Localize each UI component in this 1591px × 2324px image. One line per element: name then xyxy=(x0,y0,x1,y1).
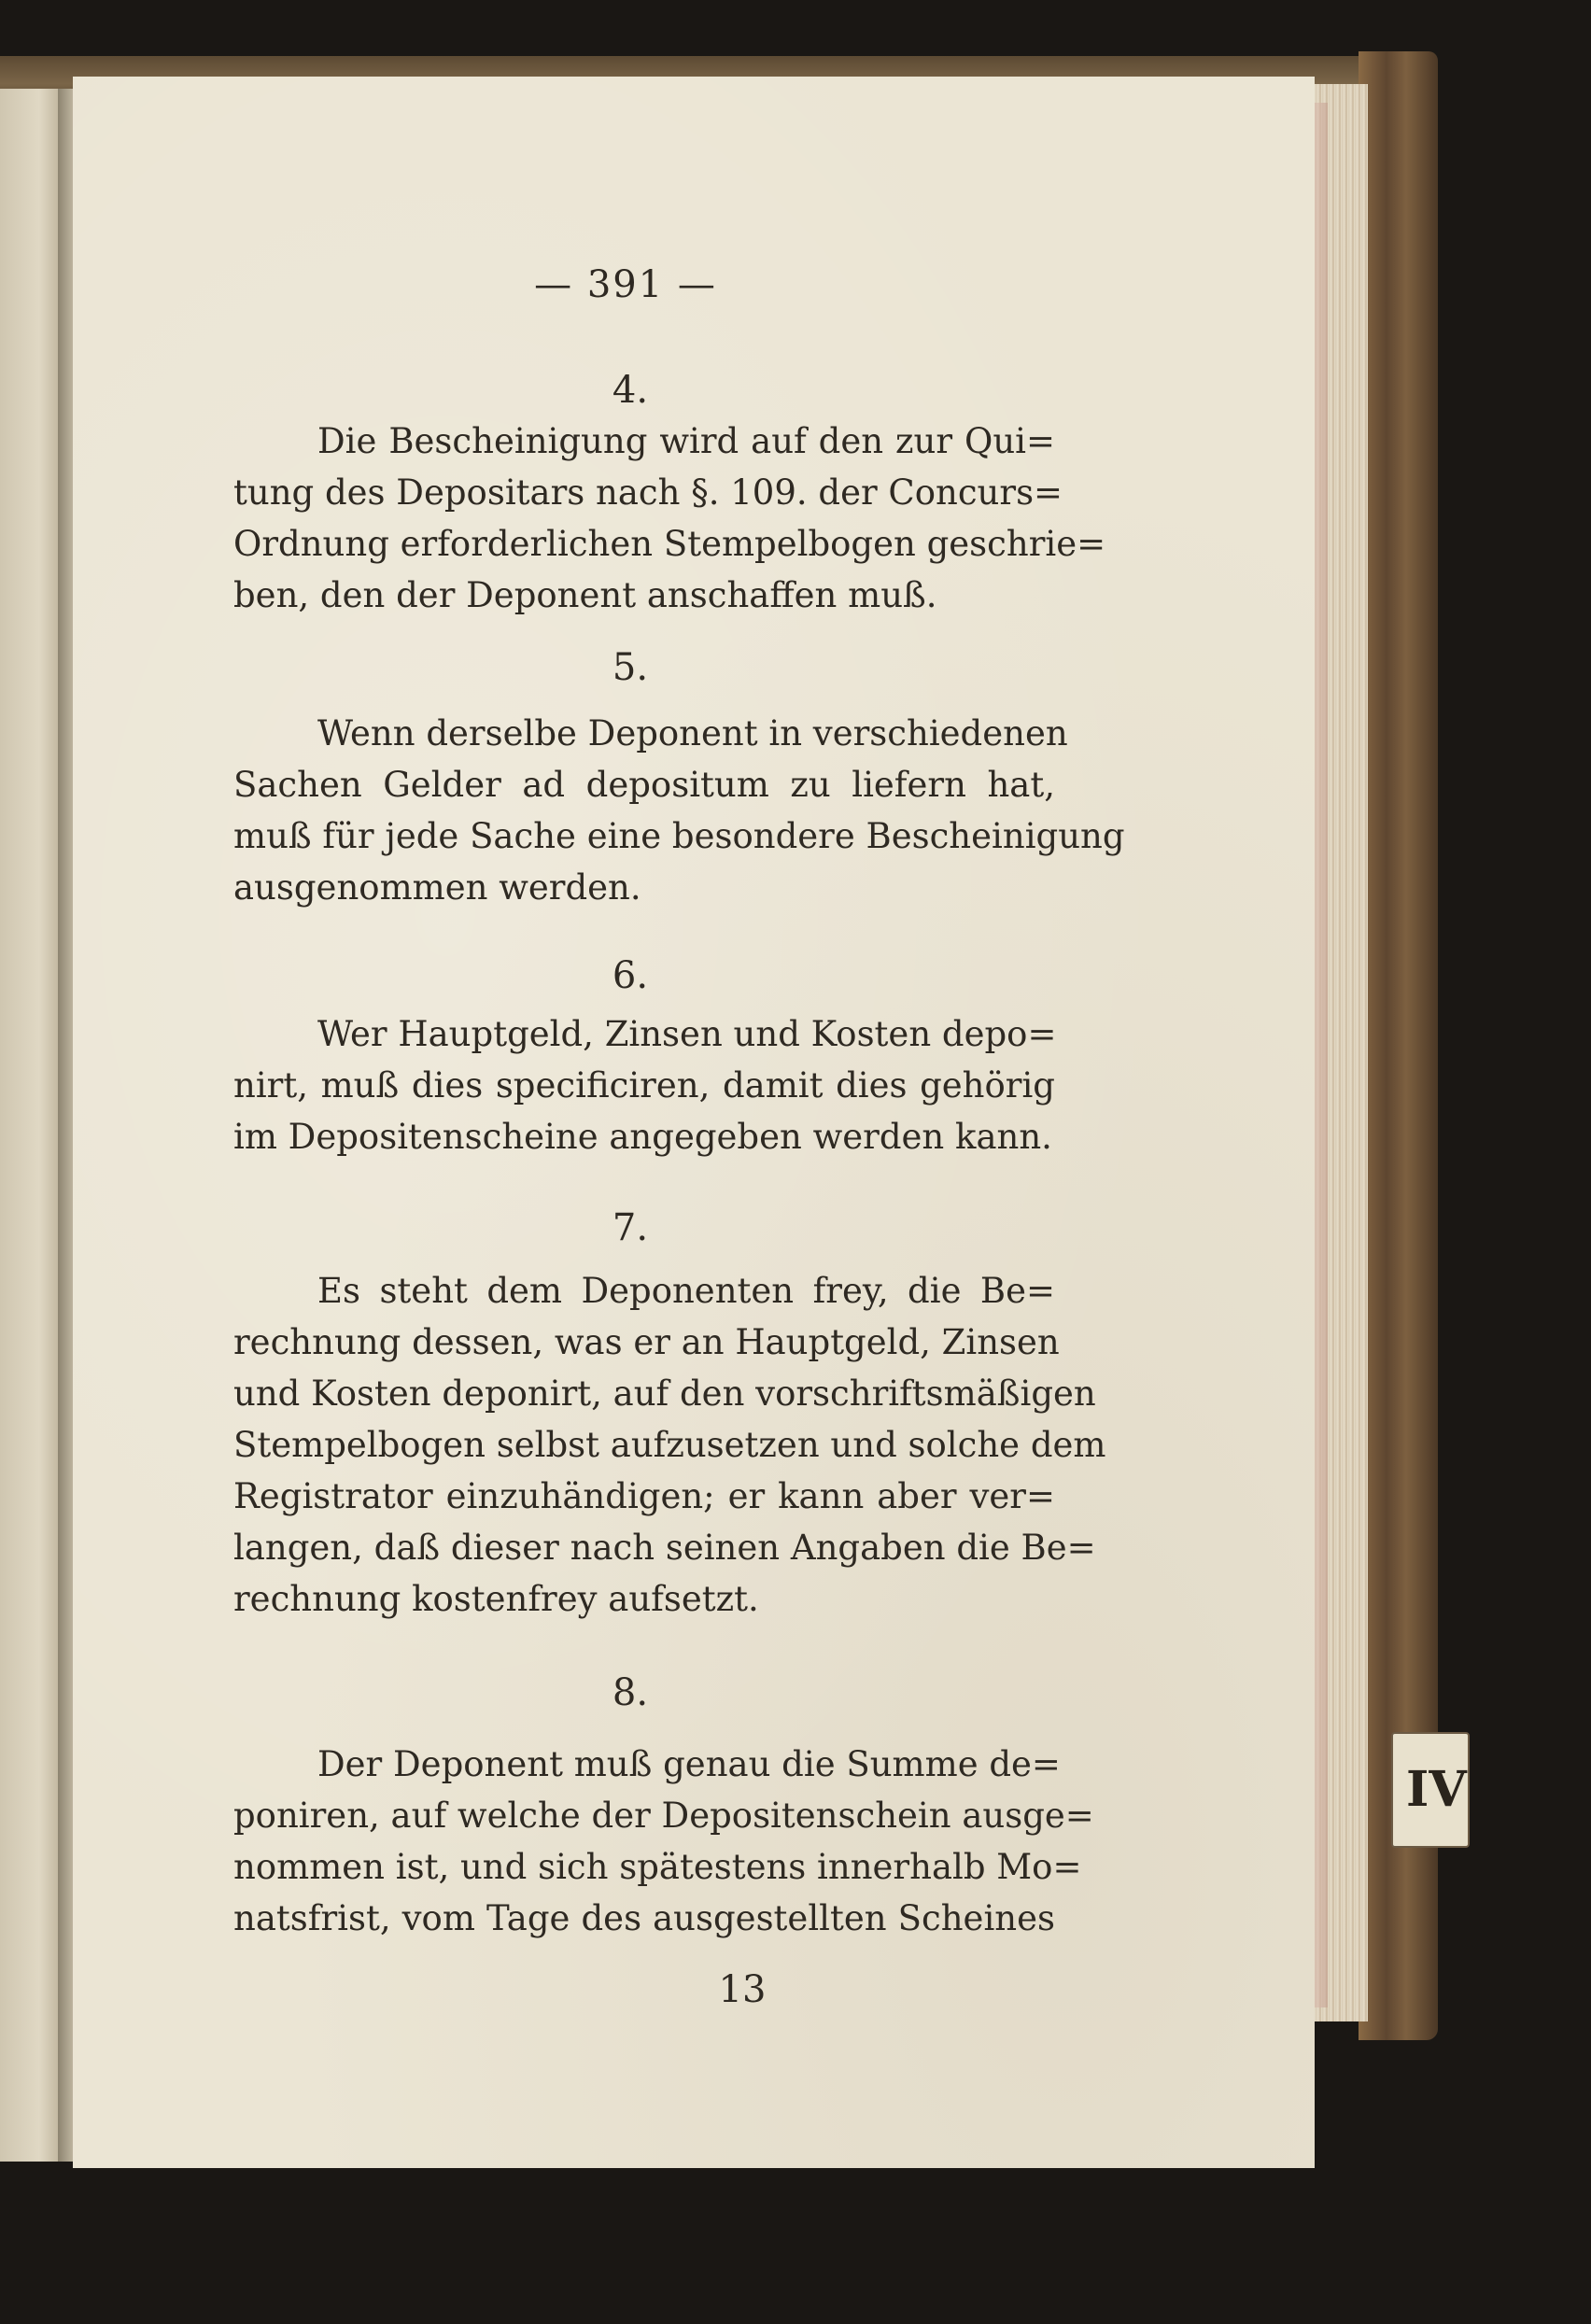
text-line: rechnung kostenfrey aufsetzt. xyxy=(233,1579,759,1619)
facing-page-edge xyxy=(0,89,65,2162)
section-paragraph xyxy=(233,1739,1094,1944)
text-line: Stempelbogen selbst aufzusetzen und solche dem xyxy=(233,1425,1106,1465)
section-paragraph xyxy=(233,1265,1106,1625)
text-line: und Kosten deponirt, auf den vorschriftsmäßigen xyxy=(233,1373,1096,1414)
text-line: ausgenommen werden. xyxy=(233,867,641,908)
page-number: — 391 — xyxy=(534,263,717,306)
text-line: im Depositenscheine angegeben werden kann. xyxy=(233,1117,1052,1157)
section-paragraph xyxy=(233,416,1106,621)
text-line: natsfrist, vom Tage des ausgestellten Scheines xyxy=(233,1898,1055,1938)
text-line: Wenn derselbe Deponent in verschiedenen xyxy=(317,713,1068,754)
text-line: Registrator einzuhändigen; er kann aber ver= xyxy=(233,1476,1055,1516)
text-line: ben, den der Deponent anschaffen muß. xyxy=(233,575,937,615)
text-line: Wer Hauptgeld, Zinsen und Kosten depo= xyxy=(317,1014,1057,1054)
text-line: Sachen Gelder ad depositum zu liefern hat, xyxy=(233,765,1055,805)
text-line: langen, daß dieser nach seinen Angaben die Be= xyxy=(233,1528,1096,1568)
signature-mark: 13 xyxy=(718,1968,767,2011)
text-line: Die Bescheinigung wird auf den zur Qui= xyxy=(317,421,1055,461)
text-line: poniren, auf welche der Depositenschein ausge= xyxy=(233,1796,1094,1836)
text-line: Der Deponent muß genau die Summe de= xyxy=(317,1744,1061,1784)
index-tab: IV xyxy=(1391,1732,1470,1848)
text-line: Es steht dem Deponenten frey, die Be= xyxy=(317,1271,1055,1311)
section-number: 6. xyxy=(612,954,649,997)
section-number: 8. xyxy=(612,1671,649,1714)
section-paragraph xyxy=(233,1008,1055,1162)
section-number: 5. xyxy=(612,646,649,689)
text-line: nommen ist, und sich spätestens innerhalb Mo= xyxy=(233,1847,1082,1887)
text-line: nirt, muß dies specificiren, damit dies gehörig xyxy=(233,1065,1055,1106)
section-paragraph xyxy=(233,708,1125,913)
text-line: tung des Depositars nach §. 109. der Concurs= xyxy=(233,472,1063,513)
text-line: rechnung dessen, was er an Hauptgeld, Zinsen xyxy=(233,1322,1060,1362)
section-number: 4. xyxy=(612,369,649,412)
section-number: 7. xyxy=(612,1206,649,1249)
text-line: Ordnung erforderlichen Stempelbogen geschrie= xyxy=(233,524,1106,564)
text-line: muß für jede Sache eine besondere Bescheinigung xyxy=(233,816,1125,856)
